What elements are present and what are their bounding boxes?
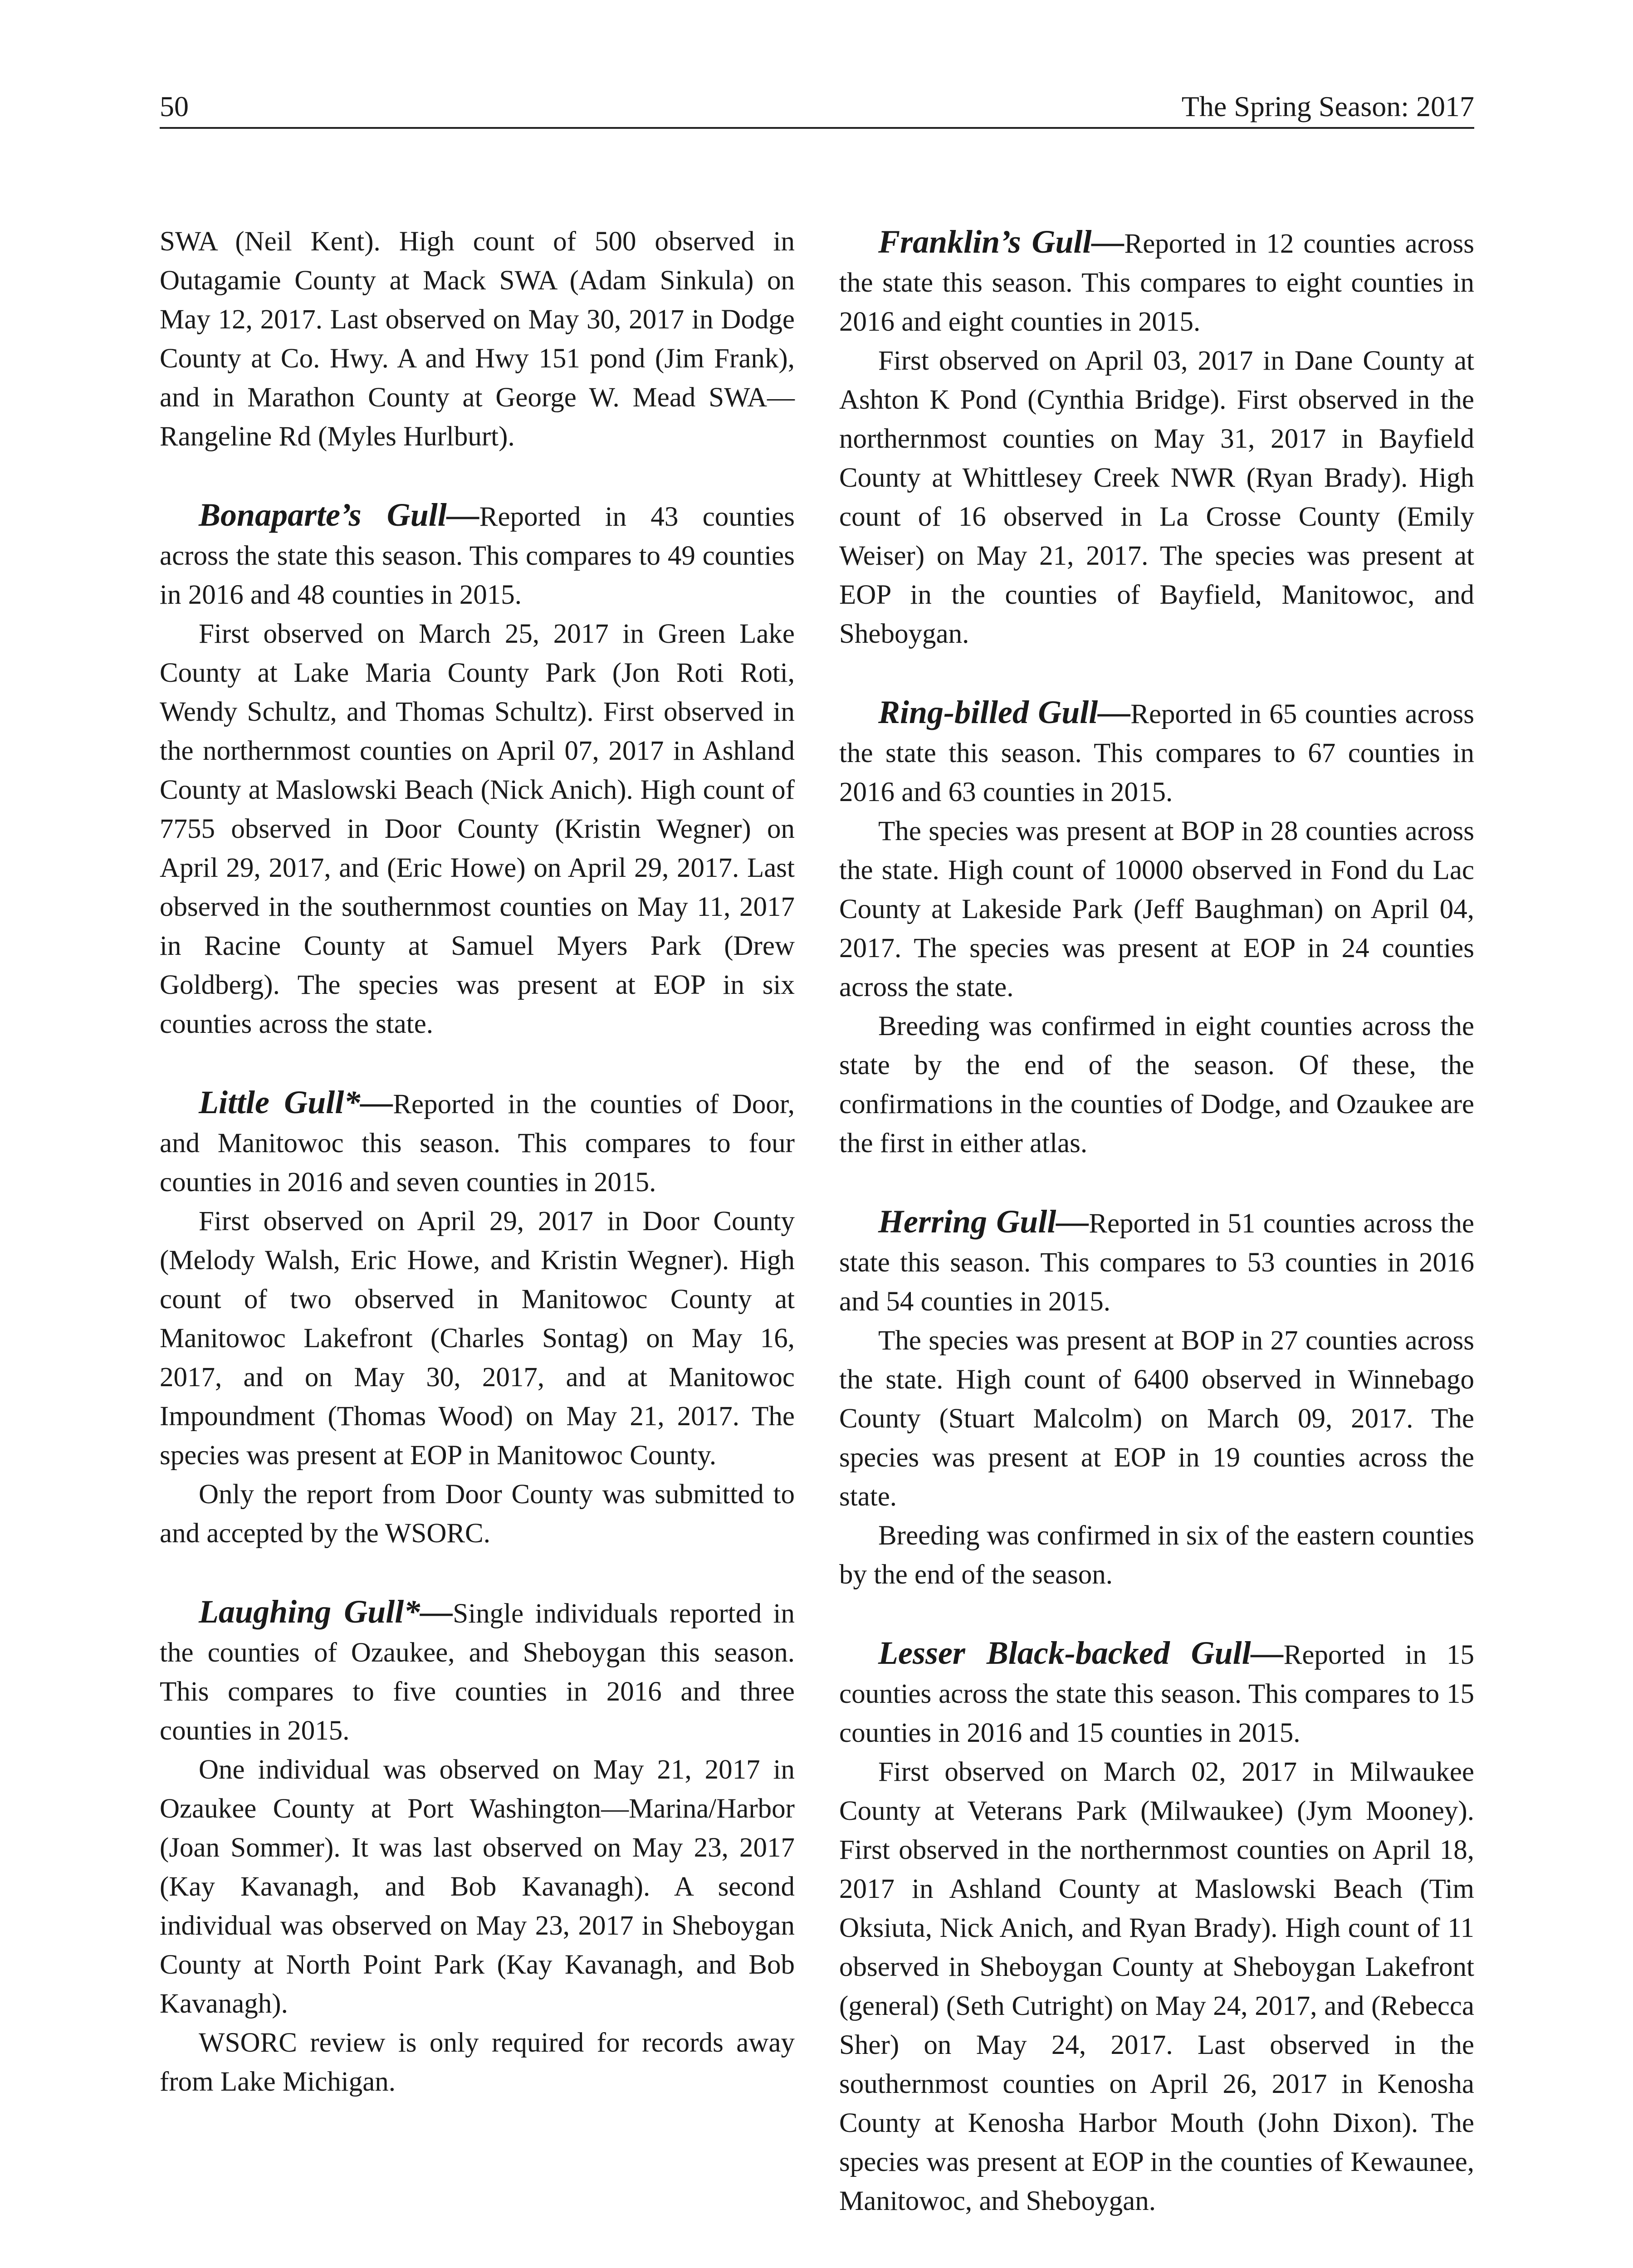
species-paragraph: First observed on March 25, 2017 in Green Lake County at Lake Maria County Park (Jon Roti Roti, Wendy Schultz, and Thomas Schultz). First observed in the northernmost counties on April 07, 2017 in Ashland County at Maslowski Beach (Nick Anich). High count of 7755 observed in Door County (Kristin Wegner) on April 29, 2017, and (Eric Howe) on April 29, 2017. Last observed in the southernmost counties on May 11, 2017 in Racine County at Samuel Myers Park (Drew Goldberg). The species was present at EOP in six counties across the state.	[160, 619, 795, 1039]
species-paragraph: Breeding was confirmed in six of the eastern counties by the end of the season.	[839, 1520, 1474, 1590]
continued-paragraph: SWA (Neil Kent). High count of 500 observed in Outagamie County at Mack SWA (Adam Sinkula) on May 12, 2017. Last observed on May 30, 2017 in Dodge County at Co. Hwy. A and Hwy 151 pond (Jim Frank), and in Marathon County at George W. Mead SWA—Rangeline Rd (Myles Hurlburt).	[160, 226, 795, 452]
species-paragraph: The species was present at BOP in 28 counties across the state. High count of 10000 observed in Fond du Lac County at Lakeside Park (Jeff Baughman) on April 04, 2017. The species was present at EOP in 24 counties across the state.	[839, 816, 1474, 1002]
running-header	[160, 86, 1474, 129]
species-entry-laughing-gull	[160, 1592, 795, 1750]
page-number: 50	[160, 90, 189, 122]
species-name: Laughing Gull*—	[199, 1593, 453, 1630]
species-paragraph: First observed on April 29, 2017 in Door County (Melody Walsh, Eric Howe, and Kristin Wegner). High count of two observed in Manitowoc County at Manitowoc Lakefront (Charles Sontag) on May 16, 2017, and on May 30, 2017, and at Manitowoc Impoundment (Thomas Wood) on May 21, 2017. The species was present at EOP in Manitowoc County.	[160, 1206, 795, 1471]
species-paragraph: Breeding was confirmed in eight counties across the state by the end of the season. Of these, the confirmations in the counties of Dodge, and Ozaukee are the first in either atlas.	[839, 1011, 1474, 1158]
species-name: Bonaparte’s Gull—	[199, 497, 479, 533]
species-entry-bonapartes-gull	[160, 495, 795, 615]
species-summary: Reported in 43 counties across the state this season. This compares to 49 counties in 2016 and 48 counties in 2015.	[160, 502, 795, 610]
species-name: Ring-billed Gull—	[878, 694, 1131, 730]
species-paragraph: The species was present at BOP in 27 counties across the state. High count of 6400 observed in Winnebago County (Stuart Malcolm) on March 09, 2017. The species was present at EOP in 19 counties across the state.	[839, 1325, 1474, 1512]
species-summary: Reported in 65 counties across the state this season. This compares to 67 counties in 2016 and 63 counties in 2015.	[839, 699, 1474, 807]
species-entry-little-gull	[160, 1083, 795, 1202]
species-name: Franklin’s Gull—	[878, 224, 1125, 260]
species-paragraph: One individual was observed on May 21, 2017 in Ozaukee County at Port Washington—Marina/Harbor (Joan Sommer). It was last observed on May 23, 2017 (Kay Kavanagh, and Bob Kavanagh). A second individual was observed on May 23, 2017 in Sheboygan County at North Point Park (Kay Kavanagh, and Bob Kavanagh).	[160, 1755, 795, 2019]
species-name: Little Gull*—	[199, 1084, 393, 1120]
species-summary: Reported in 51 counties across the state this season. This compares to 53 counties in 2016 and 54 counties in 2015.	[839, 1208, 1475, 1317]
species-summary: Single individuals reported in the counties of Ozaukee, and Sheboygan this season. This compares to five counties in 2016 and three counties in 2015.	[160, 1598, 795, 1746]
species-summary: Reported in the counties of Door, and Manitowoc this season. This compares to four counties in 2016 and seven counties in 2015.	[160, 1089, 795, 1198]
right-column	[839, 222, 1474, 2221]
species-entry-lesser-black-backed-gull	[839, 1633, 1474, 1753]
species-summary: Reported in 15 counties across the state this season. This compares to 15 counties in 2016 and 15 counties in 2015.	[839, 1640, 1475, 1748]
species-entry-franklins-gull	[839, 222, 1474, 342]
species-name: Lesser Black-backed Gull—	[878, 1635, 1284, 1671]
species-paragraph: First observed on March 02, 2017 in Milwaukee County at Veterans Park (Milwaukee) (Jym Mooney). First observed in the northernmost counties on April 18, 2017 in Ashland County at Maslowski Beach (Tim Oksiuta, Nick Anich, and Ryan Brady). High count of 11 observed in Sheboygan County at Sheboygan Lakefront (general) (Seth Cutright) on May 24, 2017, and (Rebecca Sher) on May 24, 2017. Last observed in the southernmost counties on April 26, 2017 in Kenosha County at Kenosha Harbor Mouth (John Dixon). The species was present at EOP in the counties of Kewaunee, Manitowoc, and Sheboygan.	[839, 1757, 1474, 2216]
species-entry-herring-gull	[839, 1202, 1474, 1321]
species-paragraph: Only the report from Door County was submitted to and accepted by the WSORC.	[160, 1479, 795, 1549]
species-paragraph: WSORC review is only required for records away from Lake Michigan.	[160, 2028, 795, 2097]
running-title: The Spring Season: 2017	[1181, 90, 1474, 122]
species-paragraph: First observed on April 03, 2017 in Dane County at Ashton K Pond (Cynthia Bridge). First observed in the northernmost counties on May 31, 2017 in Bayfield County at Whittlesey Creek NWR (Ryan Brady). High count of 16 observed in La Crosse County (Emily Weiser) on May 21, 2017. The species was present at EOP in the counties of Bayfield, Manitowoc, and Sheboygan.	[839, 346, 1474, 649]
left-column	[160, 222, 795, 2102]
species-name: Herring Gull—	[878, 1203, 1089, 1240]
species-summary: Reported in 12 counties across the state this season. This compares to eight counties in 2016 and eight counties in 2015.	[839, 229, 1474, 337]
species-entry-ring-billed-gull	[839, 693, 1474, 812]
